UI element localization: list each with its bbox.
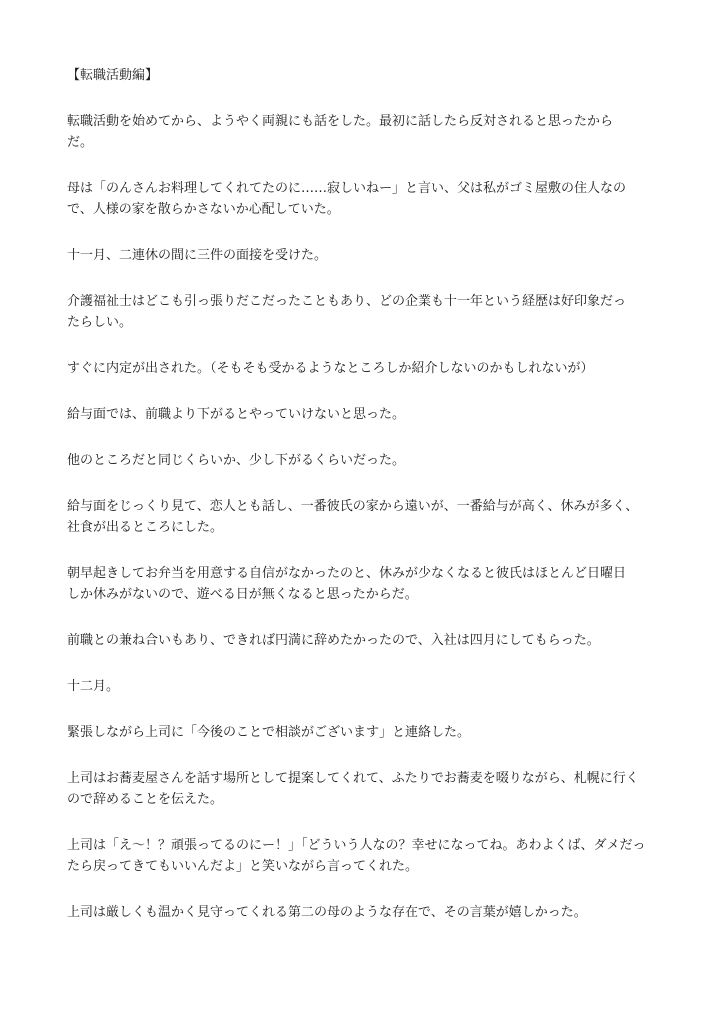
paragraph-line: 十二月。 (67, 679, 120, 694)
paragraph (67, 450, 659, 471)
paragraph (67, 563, 659, 605)
paragraph-line: 給与面をじっくり見て、恋人とも話し、一番彼氏の家から遠いが、一番給与が高く、休みが多く、 (67, 499, 639, 514)
paragraph-line: たら戻ってきてもいいんだよ」と笑いながら言ってくれた。 (67, 859, 419, 874)
paragraph-line: 母は「のんさんお料理してくれてたのに……寂しいねー」と言い、父は私がゴミ屋敷の住人なの (67, 181, 627, 196)
paragraph (67, 245, 659, 266)
paragraph (67, 178, 659, 220)
paragraph (67, 111, 659, 153)
paragraph-line: 朝早起きしてお弁当を用意する自信がなかったのと、休みが少なくなると彼氏はほとんど日曜日 (67, 566, 627, 581)
paragraph-line: 給与面では、前職より下がるとやっていけないと思った。 (67, 407, 406, 422)
paragraph (67, 768, 659, 810)
paragraph (67, 676, 659, 697)
paragraph-line: だ。 (67, 135, 94, 150)
paragraph (67, 835, 659, 877)
paragraph-line: 上司はお蕎麦屋さんを話す場所として提案してくれて、ふたりでお蕎麦を啜りながら、札幌に行く (67, 771, 639, 786)
paragraph (67, 722, 659, 743)
paragraph (67, 496, 659, 538)
paragraph-line: 十一月、二連休の間に三件の面接を受けた。 (67, 248, 328, 263)
paragraph-line: 上司は厳しくも温かく見守ってくれる第二の母のような存在で、その言葉が嬉しかった。 (67, 905, 587, 920)
paragraph (67, 291, 659, 333)
document-page (67, 66, 659, 948)
paragraph-line: 前職との兼ね合いもあり、できれば円満に辞めたかったので、入社は四月にしてもらった。 (67, 633, 600, 648)
paragraph-line: 社食が出るところにした。 (67, 520, 224, 535)
paragraph (67, 630, 659, 651)
paragraph-line: 上司は「え〜！？頑張ってるのにー！」「どういう人なの？幸せになってね。あわよくば、ダメだっ (67, 838, 646, 853)
paragraph (67, 404, 659, 425)
paragraph-line: 他のところだと同じくらいか、少し下がるくらいだった。 (67, 453, 406, 468)
paragraph-line: しか休みがないので、遊べる日が無くなると思ったからだ。 (67, 587, 418, 602)
paragraph-line: たらしい。 (67, 315, 133, 330)
paragraph-line: ので辞めることを伝えた。 (67, 792, 224, 807)
paragraph (67, 358, 659, 379)
section-heading: 【転職活動編】 (67, 68, 159, 83)
paragraph-line: で、人様の家を散らかさないか心配していた。 (67, 202, 340, 217)
paragraph-line: すぐに内定が出された。（そもそも受かるようなところしか紹介しないのかもしれないが） (67, 361, 594, 376)
paragraph (67, 902, 659, 923)
paragraph-line: 介護福祉士はどこも引っ張りだこだったこともあり、どの企業も十一年という経歴は好印象だっ (67, 294, 627, 309)
paragraph-line: 緊張しながら上司に「今後のことで相談がございます」と連絡した。 (67, 725, 471, 740)
paragraph-line: 転職活動を始めてから、ようやく両親にも話をした。最初に話したら反対されると思ったから (67, 114, 614, 129)
